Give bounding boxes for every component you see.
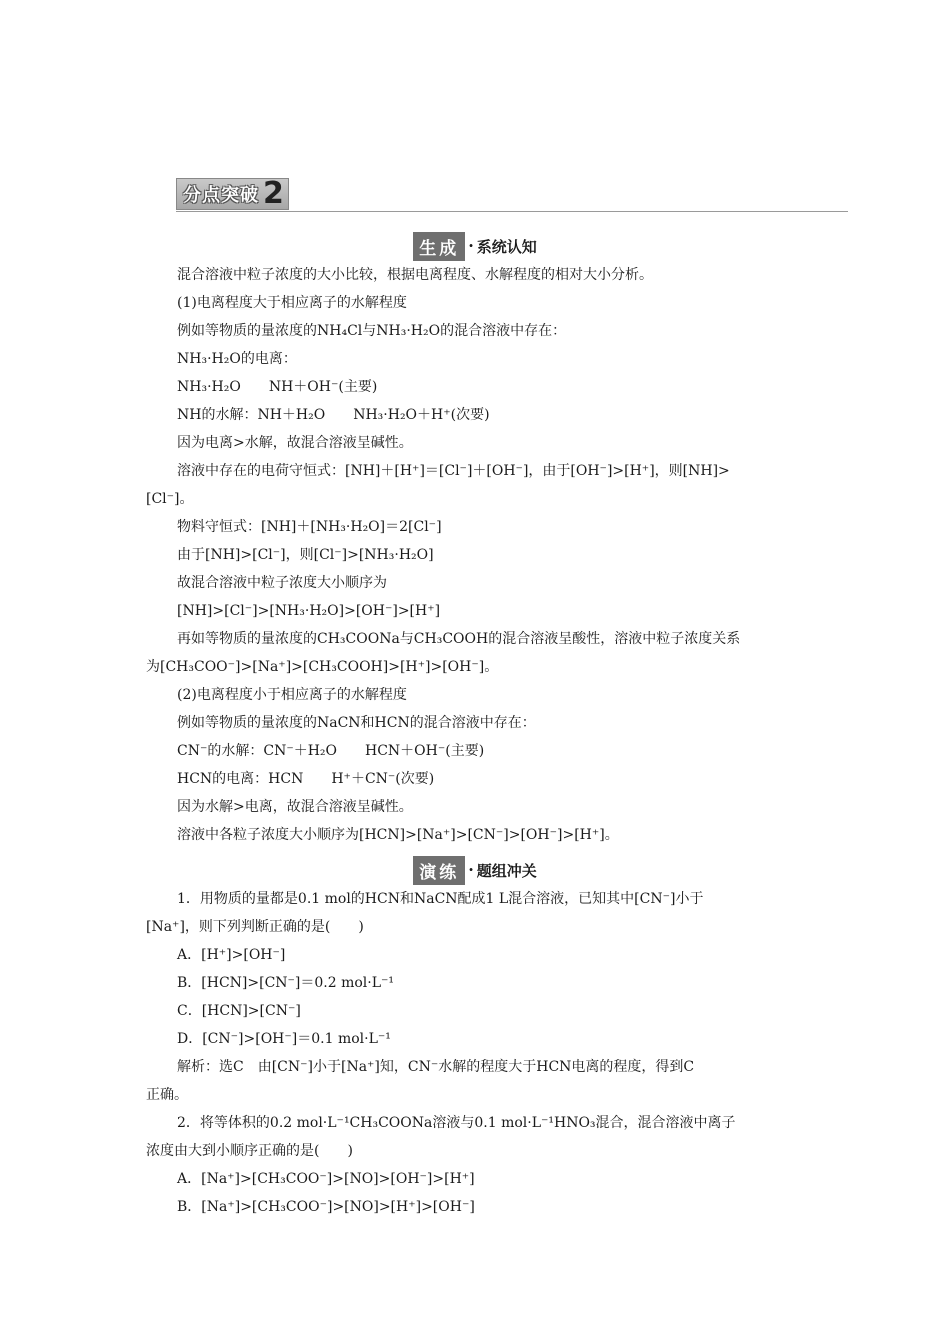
header-rule: [176, 211, 848, 212]
text-line: 溶液中存在的电荷守恒式：[NH]＋[H⁺]＝[Cl⁻]＋[OH⁻]，由于[OH⁻]>[H⁺]，则[NH]>: [177, 463, 730, 479]
option-line: B．[Na⁺]>[CH₃COO⁻]>[NO]>[H⁺]>[OH⁻]: [177, 1199, 475, 1215]
subheading-text: 系统认知: [476, 238, 537, 256]
subheading-text: 题组冲关: [476, 862, 537, 880]
text-line: NH₃·H₂O NH＋OH⁻(主要): [177, 379, 378, 395]
subheading-practice: [0, 856, 950, 885]
option-line: B．[HCN]>[CN⁻]＝0.2 mol·L⁻¹: [177, 975, 395, 991]
subheading-dot: ·: [468, 860, 474, 879]
analysis-line: 正确。: [146, 1087, 188, 1103]
question-line: [Na⁺]，则下列判断正确的是( ): [146, 919, 364, 935]
question-line: 2．将等体积的0.2 mol·L⁻¹CH₃COONa溶液与0.1 mol·L⁻¹HNO₃混合，混合溶液中离子: [177, 1115, 736, 1131]
text-line: (1)电离程度大于相应离子的水解程度: [177, 295, 407, 311]
text-line: 物料守恒式：[NH]＋[NH₃·H₂O]＝2[Cl⁻]: [177, 519, 442, 535]
text-line: 例如等物质的量浓度的NH₄Cl与NH₃·H₂O的混合溶液中存在：: [177, 323, 567, 339]
subheading-box: 演练: [413, 856, 465, 885]
text-line: [Cl⁻]。: [146, 491, 194, 507]
subheading-dot: ·: [468, 236, 474, 255]
text-line: 溶液中各粒子浓度大小顺序为[HCN]>[Na⁺]>[CN⁻]>[OH⁻]>[H⁺]。: [177, 827, 619, 843]
badge-number: 2: [263, 176, 284, 211]
option-line: C．[HCN]>[CN⁻]: [177, 1003, 301, 1019]
text-line: CN⁻的水解：CN⁻＋H₂O HCN＋OH⁻(主要): [177, 743, 485, 759]
text-line: 因为水解>电离，故混合溶液呈碱性。: [177, 799, 413, 815]
text-line: (2)电离程度小于相应离子的水解程度: [177, 687, 407, 703]
text-line: [NH]>[Cl⁻]>[NH₃·H₂O]>[OH⁻]>[H⁺]: [177, 603, 441, 619]
text-line: 为[CH₃COO⁻]>[Na⁺]>[CH₃COOH]>[H⁺]>[OH⁻]。: [146, 659, 499, 675]
subheading-box: 生成: [413, 232, 465, 261]
question-line: 1．用物质的量都是0.1 mol的HCN和NaCN配成1 L混合溶液，已知其中[CN⁻]小于: [177, 891, 704, 907]
option-line: A．[Na⁺]>[CH₃COO⁻]>[NO]>[OH⁻]>[H⁺]: [177, 1171, 475, 1187]
text-line: 故混合溶液中粒子浓度大小顺序为: [177, 575, 387, 591]
subheading-generate: [0, 232, 950, 261]
badge-label: 分点突破: [183, 185, 259, 206]
option-line: D．[CN⁻]>[OH⁻]＝0.1 mol·L⁻¹: [177, 1031, 391, 1047]
text-line: 再如等物质的量浓度的CH₃COONa与CH₃COOH的混合溶液呈酸性，溶液中粒子浓度关系: [177, 631, 741, 647]
text-line: NH₃·H₂O的电离：: [177, 351, 297, 367]
section-badge: [176, 178, 289, 210]
question-line: 浓度由大到小顺序正确的是( ): [146, 1143, 353, 1159]
text-line: 因为电离>水解，故混合溶液呈碱性。: [177, 435, 413, 451]
option-line: A．[H⁺]>[OH⁻]: [177, 947, 286, 963]
text-line: 混合溶液中粒子浓度的大小比较，根据电离程度、水解程度的相对大小分析。: [177, 267, 653, 283]
text-line: HCN的电离：HCN H⁺＋CN⁻(次要): [177, 771, 435, 787]
text-line: 例如等物质的量浓度的NaCN和HCN的混合溶液中存在：: [177, 715, 536, 731]
text-line: 由于[NH]>[Cl⁻]，则[Cl⁻]>[NH₃·H₂O]: [177, 547, 434, 563]
analysis-line: 解析：选C 由[CN⁻]小于[Na⁺]知，CN⁻水解的程度大于HCN电离的程度，得到C: [177, 1059, 695, 1075]
text-line: NH的水解：NH＋H₂O NH₃·H₂O＋H⁺(次要): [177, 407, 490, 423]
